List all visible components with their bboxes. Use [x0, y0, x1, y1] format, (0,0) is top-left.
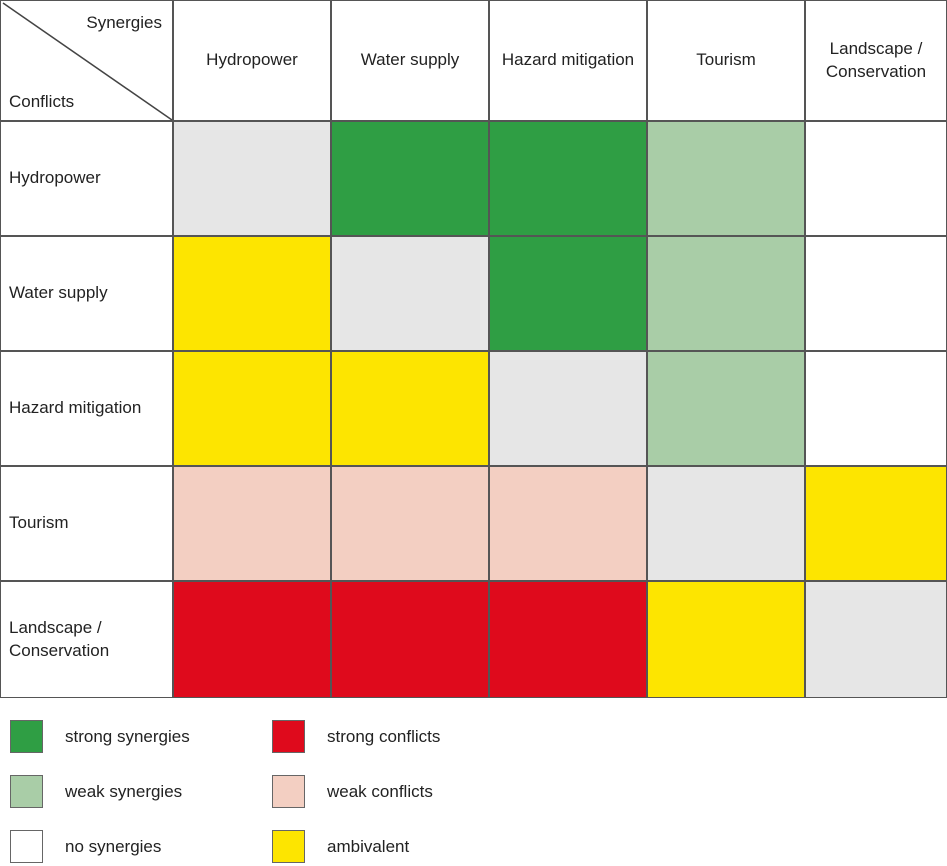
column-header: Tourism: [647, 0, 805, 121]
legend-swatch: [272, 775, 305, 808]
legend-swatch: [10, 830, 43, 863]
matrix-cell: [489, 581, 647, 698]
legend-swatch: [272, 720, 305, 753]
matrix-cell: [173, 121, 331, 236]
legend-label: ambivalent: [327, 836, 410, 856]
legend-item: [272, 830, 409, 863]
synergies-axis-label: Synergies: [86, 13, 162, 32]
matrix-cell: [489, 236, 647, 351]
column-header: Hydropower: [173, 0, 331, 121]
legend-item: [272, 775, 433, 808]
legend-label: strong conflicts: [327, 726, 441, 746]
matrix-cell: [647, 236, 805, 351]
legend-label: strong synergies: [65, 726, 190, 746]
matrix-cell: [331, 351, 489, 466]
matrix-cell: [173, 236, 331, 351]
matrix-cell: [173, 351, 331, 466]
legend-label: weak synergies: [65, 781, 183, 801]
matrix-cell: [489, 121, 647, 236]
matrix-cell: [647, 581, 805, 698]
legend-item: [10, 720, 190, 753]
legend-item: [272, 720, 440, 753]
column-header: Water supply: [331, 0, 489, 121]
legend-label: weak conflicts: [327, 781, 433, 801]
row-header: Water supply: [0, 236, 173, 351]
matrix-cell: [173, 581, 331, 698]
matrix-cell: [805, 581, 947, 698]
matrix-cell: [489, 466, 647, 581]
matrix-cell: [805, 466, 947, 581]
matrix-cell: [173, 466, 331, 581]
matrix-cell: [647, 466, 805, 581]
column-header: Landscape / Conservation: [805, 0, 947, 121]
matrix-cell: [331, 121, 489, 236]
matrix-cell: [805, 351, 947, 466]
matrix-cell: [805, 121, 947, 236]
matrix-cell: [331, 466, 489, 581]
legend-swatch: [272, 830, 305, 863]
legend-item: [10, 830, 161, 863]
legend: [0, 700, 947, 866]
matrix-corner-header: [0, 0, 173, 121]
row-header: Hazard mitigation: [0, 351, 173, 466]
legend-item: [10, 775, 182, 808]
row-header: Landscape / Conservation: [0, 581, 173, 698]
matrix-cell: [331, 236, 489, 351]
conflicts-axis-label: Conflicts: [9, 92, 75, 111]
column-header: Hazard mitigation: [489, 0, 647, 121]
row-header: Tourism: [0, 466, 173, 581]
legend-swatch: [10, 720, 43, 753]
matrix-cell: [647, 121, 805, 236]
matrix-cell: [489, 351, 647, 466]
row-header: Hydropower: [0, 121, 173, 236]
matrix-cell: [331, 581, 489, 698]
legend-swatch: [10, 775, 43, 808]
matrix-cell: [805, 236, 947, 351]
matrix-cell: [647, 351, 805, 466]
legend-label: no synergies: [65, 836, 162, 856]
